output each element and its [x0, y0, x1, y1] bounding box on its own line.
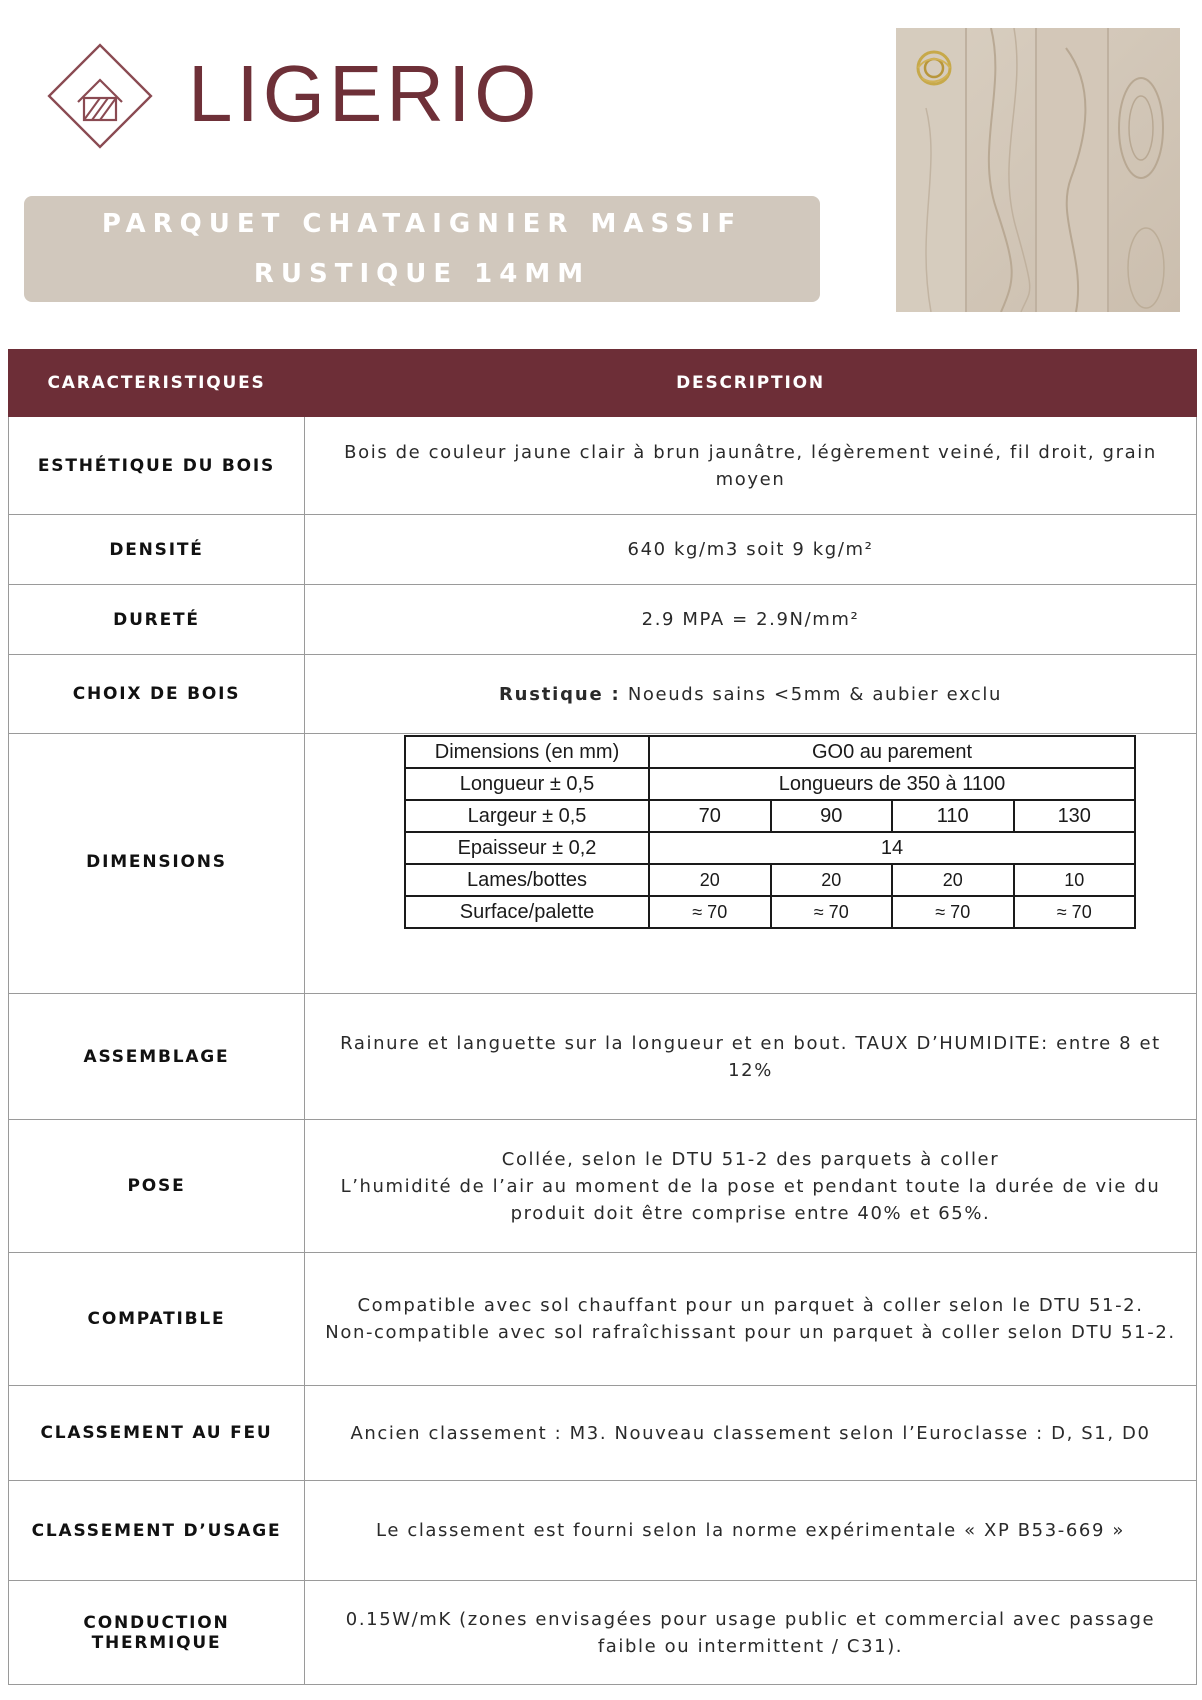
row-description: 2.9 MPA = 2.9N/mm² [305, 585, 1197, 655]
row-description [305, 1120, 1197, 1253]
pose-line-1: Collée, selon le DTU 51-2 des parquets à coller [501, 1148, 1000, 1170]
dims-label: Surface/palette [405, 896, 649, 928]
product-title-line-2: RUSTIQUE 14MM [253, 259, 591, 289]
dims-value: 10 [1014, 864, 1136, 896]
dims-value: 20 [649, 864, 771, 896]
dims-value: ≈ 70 [892, 896, 1014, 928]
row-esthetique [9, 417, 1197, 515]
dims-value: 20 [771, 864, 893, 896]
dims-value: 110 [892, 800, 1014, 832]
dims-value: ≈ 70 [1014, 896, 1136, 928]
dims-value: 20 [892, 864, 1014, 896]
dims-label: Epaisseur ± 0,2 [405, 832, 649, 864]
choice-grade: Rustique : [498, 683, 621, 705]
row-assemblage [9, 994, 1197, 1120]
row-choix-de-bois [9, 655, 1197, 734]
header-caracteristiques: CARACTERISTIQUES [9, 350, 305, 417]
dims-value: ≈ 70 [649, 896, 771, 928]
row-label: CLASSEMENT AU FEU [9, 1386, 305, 1481]
dims-value: Longueurs de 350 à 1100 [649, 768, 1135, 800]
dims-header-row [405, 736, 1135, 768]
row-dimensions [9, 734, 1197, 994]
dims-row-largeur [405, 800, 1135, 832]
product-title-line-1: PARQUET CHATAIGNIER MASSIF [101, 209, 743, 239]
row-compatible [9, 1253, 1197, 1386]
brand-logo [40, 36, 560, 166]
dims-label: Lames/bottes [405, 864, 649, 896]
dims-value: 90 [771, 800, 893, 832]
row-description: Rainure et languette sur la longueur et en bout. TAUX D’HUMIDITE: entre 8 et 12% [305, 994, 1197, 1120]
dims-row-lames [405, 864, 1135, 896]
row-label: DENSITÉ [9, 515, 305, 585]
row-durete [9, 585, 1197, 655]
dims-header-right: GO0 au parement [649, 736, 1135, 768]
row-classement-usage [9, 1481, 1197, 1581]
row-label: POSE [9, 1120, 305, 1253]
row-classement-feu [9, 1386, 1197, 1481]
compatible-line-2: Non-compatible avec sol rafraîchissant pour un parquet à coller selon DTU 51-2. [325, 1322, 1176, 1343]
row-conduction-thermique [9, 1581, 1197, 1685]
header-description: DESCRIPTION [305, 350, 1197, 417]
dims-value: ≈ 70 [771, 896, 893, 928]
house-diamond-icon [40, 36, 160, 156]
dimensions-table [404, 735, 1136, 929]
row-description [305, 1253, 1197, 1386]
choice-detail: Noeuds sains <5mm & aubier exclu [627, 683, 1003, 705]
row-description: 640 kg/m3 soit 9 kg/m² [305, 515, 1197, 585]
specifications-table [8, 349, 1197, 1685]
brand-name: LIGERIO [188, 49, 541, 138]
row-label: ASSEMBLAGE [9, 994, 305, 1120]
pose-line-2: L’humidité de l’air au moment de la pose et pendant toute la durée de vie du produit doit être comprise entre 40% et 65%. [340, 1175, 1161, 1224]
table-header-row [9, 350, 1197, 417]
row-label: DIMENSIONS [9, 734, 305, 994]
row-label: CLASSEMENT D’USAGE [9, 1481, 305, 1581]
dims-row-longueur [405, 768, 1135, 800]
row-label: COMPATIBLE [9, 1253, 305, 1386]
row-description: Bois de couleur jaune clair à brun jaunâtre, légèrement veiné, fil droit, grain moyen [305, 417, 1197, 515]
row-label: CONDUCTION THERMIQUE [9, 1581, 305, 1685]
dims-label: Longueur ± 0,5 [405, 768, 649, 800]
row-label: ESTHÉTIQUE DU BOIS [9, 417, 305, 515]
row-description: Le classement est fourni selon la norme expérimentale « XP B53-669 » [305, 1481, 1197, 1581]
product-title-banner [24, 196, 820, 302]
dims-value: 14 [649, 832, 1135, 864]
row-label: CHOIX DE BOIS [9, 655, 305, 734]
dims-value: 130 [1014, 800, 1136, 832]
row-description: 0.15W/mK (zones envisagées pour usage public et commercial avec passage faible ou intermittent / C31). [305, 1581, 1197, 1685]
row-description [305, 655, 1197, 734]
row-densite [9, 515, 1197, 585]
dims-row-epaisseur [405, 832, 1135, 864]
row-description: Ancien classement : M3. Nouveau classement selon l’Euroclasse : D, S1, D0 [305, 1386, 1197, 1481]
dims-value: 70 [649, 800, 771, 832]
wood-texture-image [896, 28, 1180, 312]
row-pose [9, 1120, 1197, 1253]
compatible-line-1: Compatible avec sol chauffant pour un parquet à coller selon le DTU 51-2. [357, 1295, 1144, 1316]
product-photo [896, 28, 1180, 312]
dims-row-surface [405, 896, 1135, 928]
row-label: DURETÉ [9, 585, 305, 655]
dims-header-left: Dimensions (en mm) [405, 736, 649, 768]
dims-label: Largeur ± 0,5 [405, 800, 649, 832]
row-description [305, 734, 1197, 994]
